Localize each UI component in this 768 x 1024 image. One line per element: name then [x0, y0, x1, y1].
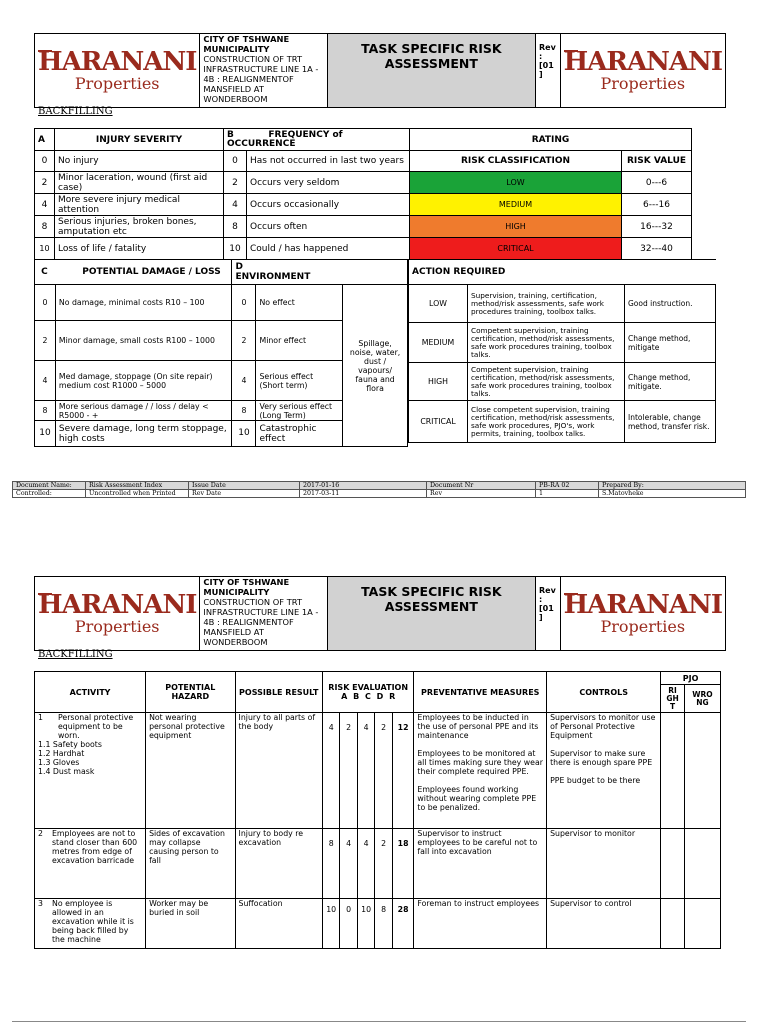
- table-row: 2 Employees are not to stand closer than 600 metres from edge of excavation barricade Sides of excavation may collapse causing person to fall Injury to body re excavation 8 4 4 2 18 Supervisor to instruct employees to be careful not to fall into excavation Supervisor to monitor: [35, 829, 721, 899]
- page2-header: [34, 576, 726, 651]
- document-footer: Document Name: Risk Assessment Index Issue Date 2017-01-16 Document Nr PB-RA 02 Prepared By: Controlled: Uncontrolled when Printed Rev Date 2017-03-11 Rev 1 S.Matovheke: [12, 481, 746, 498]
- risk-class-medium: MEDIUM: [410, 194, 622, 216]
- pjo-wrong-cell[interactable]: [684, 899, 720, 949]
- environment-impacts: Spillage, noise, water, dust / vapours/ fauna and flora: [343, 285, 408, 447]
- risk-evaluation-heading: RISK EVALUATION A B C D R: [322, 672, 413, 713]
- document-title: TASK SPECIFIC RISK ASSESSMENT: [327, 34, 535, 108]
- pjo-wrong-cell[interactable]: [684, 829, 720, 899]
- document-title: TASK SPECIFIC RISK ASSESSMENT: [327, 577, 535, 651]
- activity-cell: 1 Personal protective equipment to be worn. 1.1 Safety boots 1.2 Hardhat 1.3 Gloves 1.4 Dust mask: [35, 713, 146, 829]
- pjo-heading: PJO: [661, 672, 721, 685]
- section-title: BACKFILLING: [38, 649, 113, 660]
- risk-class-high: HIGH: [410, 216, 622, 238]
- pjo-right-heading: RI GH T: [661, 685, 685, 713]
- potential-damage-heading: C POTENTIAL DAMAGE / LOSS: [35, 260, 232, 285]
- company-logo: HARANANI Properties: [35, 577, 200, 651]
- revision-cell: Rev : [01 ]: [536, 34, 561, 108]
- activity-cell: 2 Employees are not to stand closer than 600 metres from edge of excavation barricade: [35, 829, 146, 899]
- company-logo-right: HARANANI Properties: [560, 34, 725, 108]
- table-row: 1 Personal protective equipment to be worn. 1.1 Safety boots 1.2 Hardhat 1.3 Gloves 1.4 Dust mask Not wearing personal protective equipment Injury to all parts of the body 4 2 4 2 12 Employees to be inducted in the use of personal PPE and its maintenance Employees to be monitored at all times making sure they wear their complete required PPE. Employees found working without wearing complete PPE to be penalized. Supervisors to monitor use of Personal Protective Equipment Supervisor to make sure there is enough spare PPE PPE budget to be there: [35, 713, 721, 829]
- result-heading: POSSIBLE RESULT: [235, 672, 322, 713]
- page1-header: [34, 33, 726, 108]
- risk-value-heading: RISK VALUE: [622, 151, 692, 172]
- activity-heading: ACTIVITY: [35, 672, 146, 713]
- environment-heading: D ENVIRONMENT: [232, 260, 408, 285]
- project-name: CONSTRUCTION OF TRT INFRASTRUCTURE LINE 1A - 4B : REALIGNMENTOF MANSFIELD AT WONDERBOOM: [203, 54, 319, 104]
- page-bottom-rule: [12, 1021, 746, 1022]
- injury-severity-heading: INJURY SEVERITY: [55, 129, 224, 151]
- controls-cell: Supervisors to monitor use of Personal Protective Equipment Supervisor to make sure there is enough spare PPE PPE budget to be there: [547, 713, 661, 829]
- client-name: CITY OF TSHWANE MUNICIPALITY: [203, 34, 290, 54]
- risk-class-low: LOW: [410, 172, 622, 194]
- pjo-wrong-heading: WRO NG: [684, 685, 720, 713]
- pjo-right-cell[interactable]: [661, 829, 685, 899]
- rating-heading: RATING: [410, 129, 692, 151]
- action-required-heading: ACTION REQUIRED: [409, 260, 716, 285]
- activity-cell: 3 No employee is allowed in an excavation while it is being back filled by the machine: [35, 899, 146, 949]
- risk-class-heading: RISK CLASSIFICATION: [410, 151, 622, 172]
- pjo-right-cell[interactable]: [661, 899, 685, 949]
- project-info: CITY OF TSHWANE MUNICIPALITY CONSTRUCTION OF TRT INFRASTRUCTURE LINE 1A - 4B : REALIGNMENTOF MANSFIELD AT WONDERBOOM: [200, 577, 327, 651]
- action-required-table: ACTION REQUIRED LOW Supervision, training, certification, method/risk assessments, safe work procedures training, toolbox talks. Good instruction. MEDIUM Competent supervision, training certification, method/risk assessments, safe work procedures training, toolbox talks. Change method, mitigate HIGH Competent supervision, training certification, method/risk assessments, safe work procedures training, toolbox talks. Change method, mitigate. CRITICAL Close competent supervision, training certification, method/risk assessments, safe work procedures, PJO's, work permits, training, toolbox talks. Intolerable, change method, transfer risk.: [408, 259, 716, 443]
- pjo-wrong-cell[interactable]: [684, 713, 720, 829]
- table-row: 3 No employee is allowed in an excavation while it is being back filled by the machine Worker may be buried in soil Suffocation 10 0 10 8 28 Foreman to instruct employees Supervisor to control: [35, 899, 721, 949]
- project-info: [200, 34, 327, 108]
- revision-cell: Rev : [01 ]: [536, 577, 561, 651]
- activity-risk-table: [34, 671, 721, 949]
- frequency-heading: B FREQUENCY of OCCURRENCE: [224, 129, 410, 151]
- company-logo-right: HARANANI Properties: [560, 577, 725, 651]
- company-logo: HARANANI Properties: [35, 34, 200, 108]
- measures-heading: PREVENTATIVE MEASURES: [414, 672, 547, 713]
- risk-class-critical: CRITICAL: [410, 238, 622, 260]
- hazard-heading: POTENTIAL HAZARD: [146, 672, 235, 713]
- damage-environment-table: C POTENTIAL DAMAGE / LOSS D ENVIRONMENT 0 No damage, minimal costs R10 – 100 0 No effect Spillage, noise, water, dust / vapours/ fauna and flora 2 Minor damage, small costs R100 – 1000 2 Minor effect 4 Med damage, stoppage (On site repair) medium cost R1000 – 5000 4 Serious effect (Short term) 8 More serious damage / / loss / delay < R5000 - + 8 Very serious effect (Long Term) 10 Severe damage, long term stoppage, high costs 10 Catastrophic effect: [34, 259, 408, 447]
- controls-heading: CONTROLS: [547, 672, 661, 713]
- pjo-right-cell[interactable]: [661, 713, 685, 829]
- section-title: BACKFILLING: [38, 106, 113, 117]
- risk-key-table: A INJURY SEVERITY B FREQUENCY of OCCURRENCE RATING 0 No injury 0 Has not occurred in last two years RISK CLASSIFICATION RISK VALUE 2 Minor laceration, wound (first aid case) 2 Occurs very seldom LOW 0---6 4 More severe injury medical attention 4 Occurs occasionally MEDIUM 6---16 8 Serious injuries, broken bones, amputation etc 8 Occurs often HIGH 16---32 10 Loss of life / fatality 10 Could / has happened CRITICAL 32---40: [34, 128, 692, 260]
- measures-cell: Employees to be inducted in the use of personal PPE and its maintenance Employees to be monitored at all times making sure they wear their complete required PPE. Employees found working without wearing complete PPE to be penalized.: [414, 713, 547, 829]
